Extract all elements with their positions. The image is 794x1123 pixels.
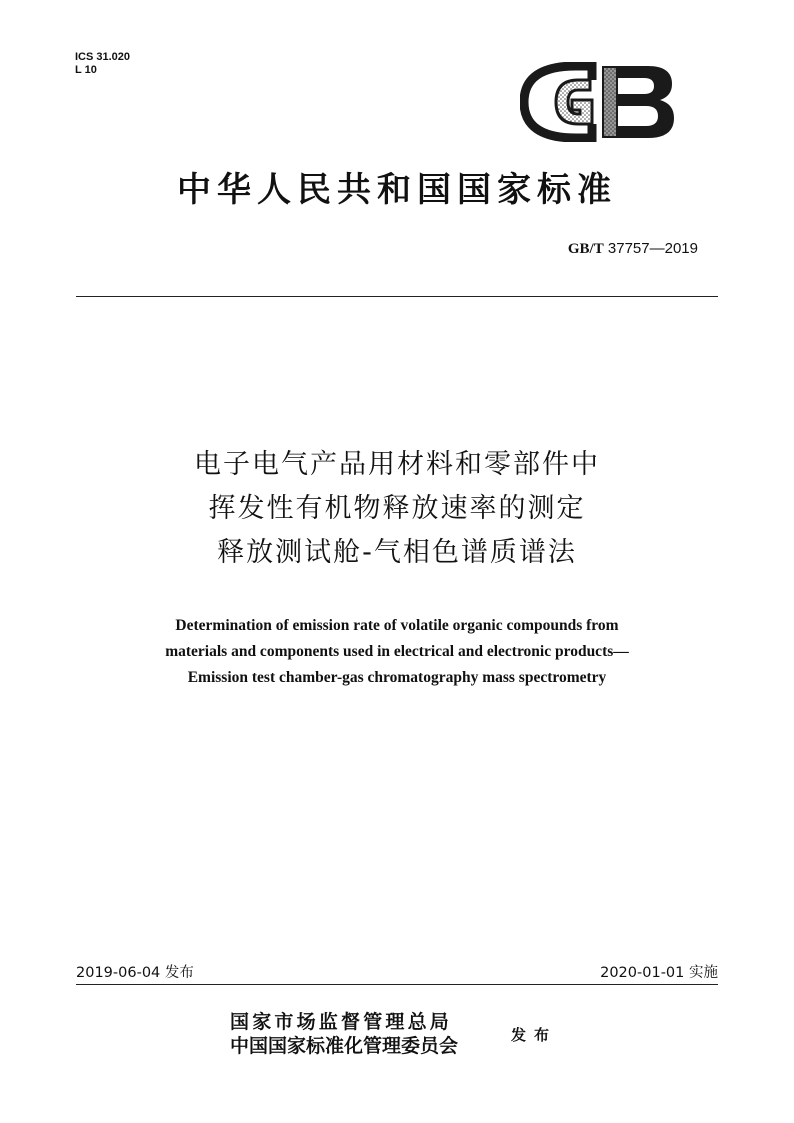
issuing-organizations — [230, 1010, 458, 1058]
ccs-code: L 10 — [75, 64, 97, 76]
standard-number — [568, 240, 698, 258]
english-title-line: materials and components used in electrical and electronic products— — [165, 643, 629, 660]
issuer-sac: 中国国家标准化管理委员会 — [230, 1035, 459, 1057]
bottom-divider — [76, 984, 718, 985]
chinese-title-line: 释放测试舱-气相色谱质谱法 — [217, 537, 577, 568]
implementation-date: 2020-01-01 实施 — [600, 965, 718, 981]
english-title-line: Emission test chamber-gas chromatography mass spectrometry — [187, 669, 607, 686]
issuer-samr: 国家市场监督管理总局 — [230, 1011, 453, 1033]
standard-prefix: GB/T — [567, 241, 604, 257]
publish-label: 发布 — [511, 1026, 558, 1044]
chinese-title-line: 电子电气产品用材料和零部件中 — [194, 449, 600, 480]
english-title-line: Determination of emission rate of volatile organic compounds from — [175, 617, 619, 634]
ics-code: ICS 31.020 — [75, 51, 131, 63]
english-title — [0, 613, 794, 691]
chinese-title-line: 挥发性有机物释放速率的测定 — [208, 493, 586, 524]
logo-letter-g — [556, 80, 592, 124]
issue-date: 2019-06-04 发布 — [76, 965, 194, 981]
top-divider — [76, 296, 718, 297]
standard-code: 37757—2019 — [607, 240, 698, 257]
chinese-title — [0, 443, 794, 575]
national-standard-title: 中华人民共和国国家标准 — [177, 170, 617, 210]
classification-codes — [75, 51, 130, 77]
gb-logo — [520, 62, 678, 142]
